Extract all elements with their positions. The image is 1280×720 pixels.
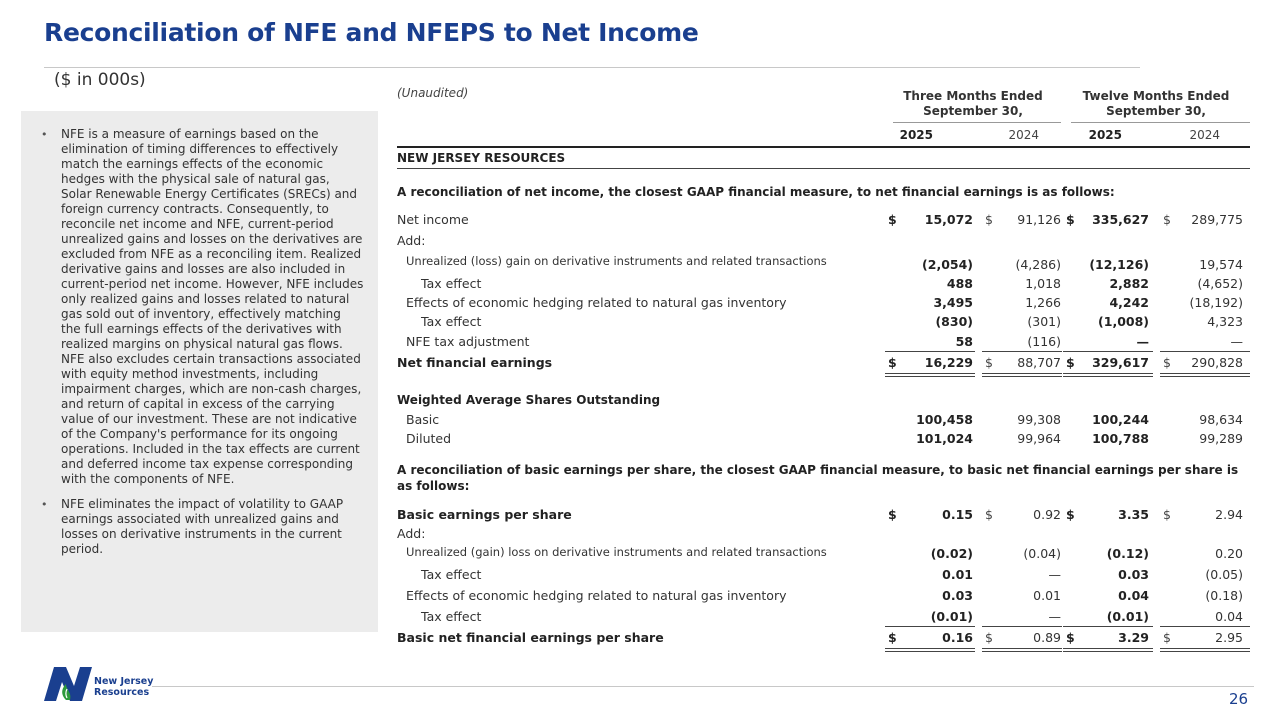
units-label: ($ in 000s) (54, 70, 146, 90)
period-underline (893, 122, 1061, 123)
period-underline (1071, 122, 1250, 123)
title-divider (44, 67, 1140, 68)
total-double-rule (1063, 376, 1153, 377)
table-row: Basic 100,458 99,308 100,244 98,634 (406, 412, 1243, 427)
logo-mark-icon (44, 664, 94, 702)
page-number: 26 (1229, 690, 1249, 708)
year-label: 2025 (1088, 128, 1122, 142)
subtotal-rule (885, 626, 975, 627)
table-header-rule (397, 146, 1250, 148)
subtotal-rule (885, 351, 975, 352)
table-row: Unrealized (loss) gain on derivative instruments and related transactions (2,054) (4,286) (12,126) 19,574 (406, 254, 1243, 272)
total-double-rule (885, 648, 975, 649)
subtotal-rule (982, 351, 1062, 352)
subtotal-rule (1063, 626, 1153, 627)
total-double-rule (982, 373, 1062, 374)
total-double-rule (1160, 648, 1250, 649)
total-double-rule (885, 373, 975, 374)
table-row: Diluted 101,024 99,964 100,788 99,289 (406, 431, 1243, 446)
table-row: Tax effect (0.01) — (0.01) 0.04 (421, 609, 1243, 624)
year-label: 2024 (1008, 128, 1039, 142)
total-double-rule (1063, 373, 1153, 374)
table-row: Add: (397, 233, 426, 248)
reconciliation-intro-net-income: A reconciliation of net income, the closest GAAP financial measure, to net financial earnings is as follows: (397, 185, 1115, 199)
total-double-rule (982, 376, 1062, 377)
unaudited-label: (Unaudited) (397, 86, 469, 100)
table-row: Tax effect 0.01 — 0.03 (0.05) (421, 567, 1243, 582)
year-label: 2025 (899, 128, 933, 142)
note-text: NFE eliminates the impact of volatility to GAAP earnings associated with unrealized gains and losses on derivative instruments in the current period. (61, 497, 344, 556)
table-row: Effects of economic hedging related to natural gas inventory 3,495 1,266 4,242 (18,192) (406, 295, 1243, 310)
total-double-rule (982, 648, 1062, 649)
subtotal-rule (1063, 351, 1153, 352)
period-header-three-months: Three Months Ended September 30, (903, 89, 1043, 118)
bullet-icon: • (41, 128, 48, 141)
table-row: NFE tax adjustment 58 (116) — — (406, 334, 1243, 349)
table-row: Tax effect (830) (301) (1,008) 4,323 (421, 314, 1243, 329)
year-label: 2024 (1189, 128, 1220, 142)
total-double-rule (1160, 376, 1250, 377)
total-double-rule (885, 651, 975, 652)
table-row: Effects of economic hedging related to natural gas inventory 0.03 0.01 0.04 (0.18) (406, 588, 1243, 603)
table-row: Unrealized (gain) loss on derivative instruments and related transactions (0.02) (0.04) (0.12) 0.20 (406, 545, 1243, 561)
segment-header: NEW JERSEY RESOURCES (397, 151, 566, 165)
total-double-rule (885, 376, 975, 377)
table-row-total: Net financial earnings $ 16,229 $ 88,707 $ 329,617 $ 290,828 (397, 355, 1243, 370)
reconciliation-intro-eps: A reconciliation of basic earnings per share, the closest GAAP financial measure, to basic net financial earnings per share is as follows: (397, 463, 1239, 493)
logo-wordmark: New Jersey Resources (94, 676, 154, 698)
note-item (39, 497, 364, 557)
page-title: Reconciliation of NFE and NFEPS to Net Income (44, 18, 699, 47)
subtotal-rule (1160, 351, 1250, 352)
total-double-rule (982, 651, 1062, 652)
segment-rule (397, 168, 1250, 169)
total-double-rule (1160, 651, 1250, 652)
note-item (39, 127, 364, 487)
table-row-total: Basic net financial earnings per share $ 0.16 $ 0.89 $ 3.29 $ 2.95 (397, 630, 1243, 645)
table-row: Basic earnings per share $ 0.15 $ 0.92 $ 3.35 $ 2.94 (397, 507, 1243, 522)
total-double-rule (1063, 648, 1153, 649)
bullet-icon: • (41, 498, 48, 511)
total-double-rule (1160, 373, 1250, 374)
notes-panel (21, 111, 378, 632)
total-double-rule (1063, 651, 1153, 652)
shares-header: Weighted Average Shares Outstanding (397, 393, 661, 407)
footer-divider (152, 686, 1254, 687)
table-row: Tax effect 488 1,018 2,882 (4,652) (421, 276, 1243, 291)
table-row: Net income $ 15,072 $ 91,126 $ 335,627 $ 289,775 (397, 212, 1243, 227)
subtotal-rule (982, 626, 1062, 627)
subtotal-rule (1160, 626, 1250, 627)
period-header-twelve-months: Twelve Months Ended September 30, (1082, 89, 1230, 118)
table-row: Add: (397, 526, 426, 541)
note-text: NFE is a measure of earnings based on the elimination of timing differences to effectively match the earnings effects of the economic hedges with the physical sale of natural gas, Solar Renewable Energy Certificates (SRECs) and foreign currency contracts. Consequently, to reconcile net income and NFE, current-period unrealized gains and losses on the derivatives are excluded from NFE as a reconciling item. Realized derivative gains and losses are also included in current-period net income. However, NFE includes only realized gains and losses related to natural gas sold out of inventory, effectively matching the full earnings effects of the derivatives with realized margins on physical natural gas flows. NFE also excludes certain transactions associated with equity method investments, including impairment charges, which are non-cash charges, and return of capital in excess of the carrying value of our investment. These are not indicative of the Company's performance for its ongoing operations. Included in the tax effects are current and deferred income tax expense corresponding with the components of NFE. (61, 127, 364, 486)
